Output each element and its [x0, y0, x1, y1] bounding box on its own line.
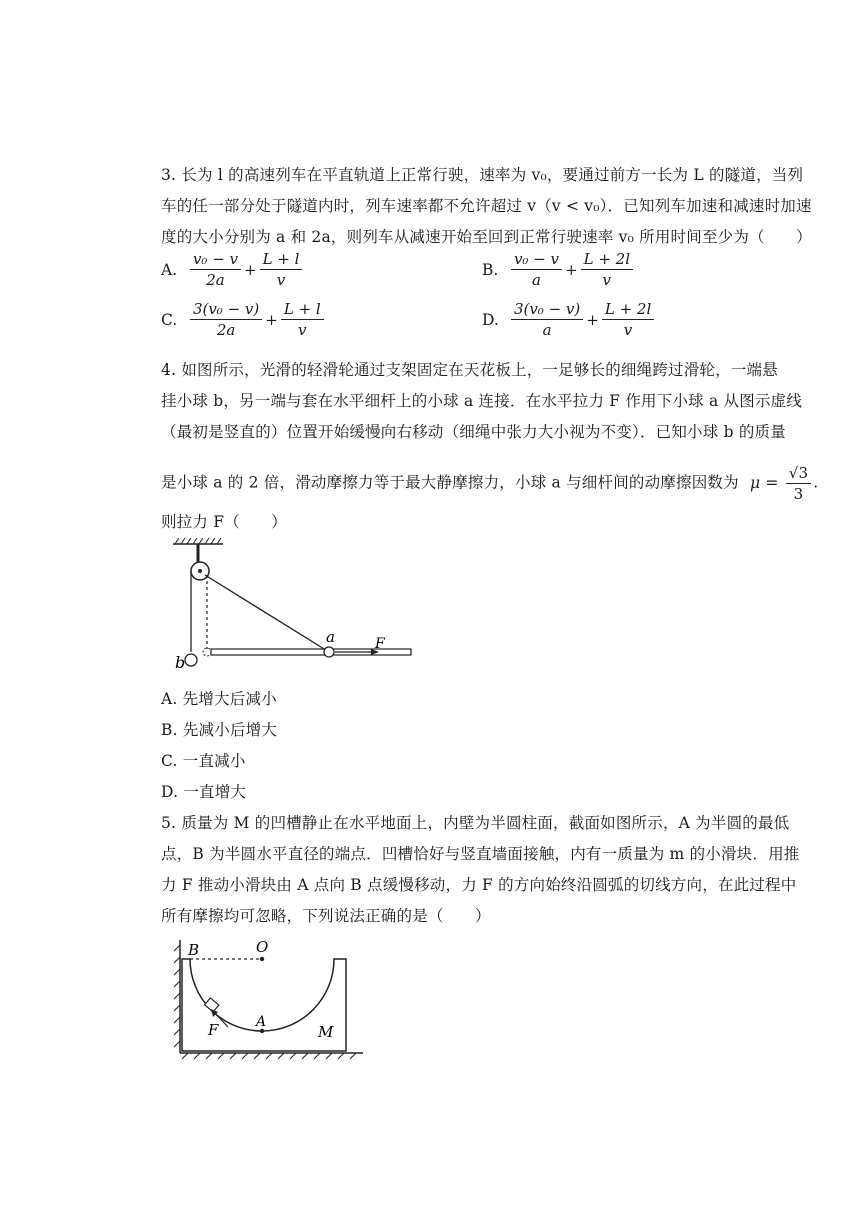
- label-f: F: [375, 636, 385, 652]
- fraction: $\frac{L + 2l}{v}$: [602, 300, 654, 339]
- ball-a: [324, 647, 334, 657]
- q5-text-line-4: 所有摩擦均可忽略，下列说法正确的是（ ）: [161, 907, 491, 925]
- q3-text-line-3: 度的大小分别为 a 和 2a，则列车从减速开始至回到正常行驶速率 v₀ 所用时间至少为（ ）: [161, 228, 812, 246]
- rope-to-a: [205, 575, 329, 652]
- q3-option-b[interactable]: B. $\frac{\text{v₀ − v}}{a}$ + $\frac{L + 2l}{v}$: [482, 250, 635, 289]
- ceiling-hatch: [175, 538, 221, 544]
- q3-option-d[interactable]: D. $\frac{\text{3(v₀ − v)}}{a}$ + $\frac{L + 2l}{v}$: [482, 300, 656, 339]
- label-a: a: [326, 628, 335, 646]
- ball-b: [185, 654, 197, 666]
- fraction: $\frac{L + l}{v}$: [260, 250, 303, 289]
- ground-hatch: [182, 1053, 356, 1059]
- mu-symbol: μ =: [749, 473, 779, 492]
- q5-text-line-2: 点，B 为半圆水平直径的端点．凹槽恰好与竖直墙面接触，内有一质量为 m 的小滑块．用推: [161, 845, 800, 863]
- label-o: O: [256, 938, 269, 956]
- q4-pulley-diagram: [165, 535, 425, 675]
- q4-option-c[interactable]: C. 一直减小: [161, 752, 246, 770]
- option-label: A.: [161, 260, 178, 279]
- option-label: B.: [482, 260, 499, 279]
- mu-fraction: $\frac{√3}{3}$: [786, 464, 812, 503]
- q3-text-line-1: 3. 长为 l 的高速列车在平直轨道上正常行驶，速率为 v₀，要通过前方一长为 L 的隧道，当列: [161, 166, 804, 184]
- option-label: C.: [161, 310, 178, 329]
- q5-text-line-3: 力 F 推动小滑块由 A 点向 B 点缓慢移动，力 F 的方向始终沿圆弧的切线方向，在此过程中: [161, 876, 797, 894]
- label-a: A: [256, 1014, 267, 1030]
- q4-text-line-5: 则拉力 F（ ）: [161, 513, 287, 531]
- q4-text-line-2: 挂小球 b，另一端与套在水平细杆上的小球 a 连接．在水平拉力 F 作用下小球 a 从图示虚线: [161, 392, 803, 410]
- center-o: [260, 957, 264, 961]
- label-b: b: [175, 653, 186, 672]
- fraction: $\frac{\text{3(v₀ − v)}}{2a}$: [190, 300, 262, 339]
- q3-text-line-2: 车的任一部分处于隧道内时，列车速率都不允许超过 v（v < v₀）．已知列车加速和减速时加速: [161, 197, 812, 215]
- fraction: $\frac{\text{3(v₀ − v)}}{a}$: [511, 300, 583, 339]
- fraction: $\frac{\text{v₀ − v}}{2a}$: [190, 250, 241, 289]
- q5-groove-diagram: [168, 935, 373, 1065]
- q4-text-line-1: 4. 如图所示，光滑的轻滑轮通过支架固定在天花板上，一足够长的细绳跨过滑轮，一端悬: [161, 361, 778, 379]
- label-m: M: [318, 1023, 334, 1041]
- q4-option-b[interactable]: B. 先减小后增大: [161, 721, 278, 739]
- option-label: D.: [482, 310, 499, 329]
- q4-option-a[interactable]: A. 先增大后减小: [161, 690, 277, 708]
- q3-option-c[interactable]: C. $\frac{\text{3(v₀ − v)}}{2a}$ + $\frac{L + l}{v}$: [161, 300, 326, 339]
- wall-hatch: [174, 945, 180, 1047]
- q4-text-line-3: （最初是竖直的）位置开始缓慢向右移动（细绳中张力大小视为不变）．已知小球 b 的质量: [161, 423, 786, 441]
- q4-option-d[interactable]: D. 一直增大: [161, 783, 247, 801]
- fraction: $\frac{L + 2l}{v}$: [581, 250, 633, 289]
- fraction: $\frac{\text{v₀ − v}}{a}$: [511, 250, 562, 289]
- label-f: F: [208, 1021, 219, 1039]
- label-b: B: [188, 941, 200, 959]
- q3-option-a[interactable]: A. $\frac{\text{v₀ − v}}{2a}$ + $\frac{L + l}{v}$: [161, 250, 304, 289]
- fraction: $\frac{L + l}{v}$: [281, 300, 324, 339]
- q5-text-line-1: 5. 质量为 M 的凹槽静止在水平地面上，内壁为半圆柱面，截面如图所示，A 为半圆的最低: [161, 814, 790, 832]
- q4-text-line-4: 是小球 a 的 2 倍，滑动摩擦力等于最大静摩擦力，小球 a 与细杆间的动摩擦因数为 μ = $\frac{√3}{3}$ .: [161, 464, 819, 503]
